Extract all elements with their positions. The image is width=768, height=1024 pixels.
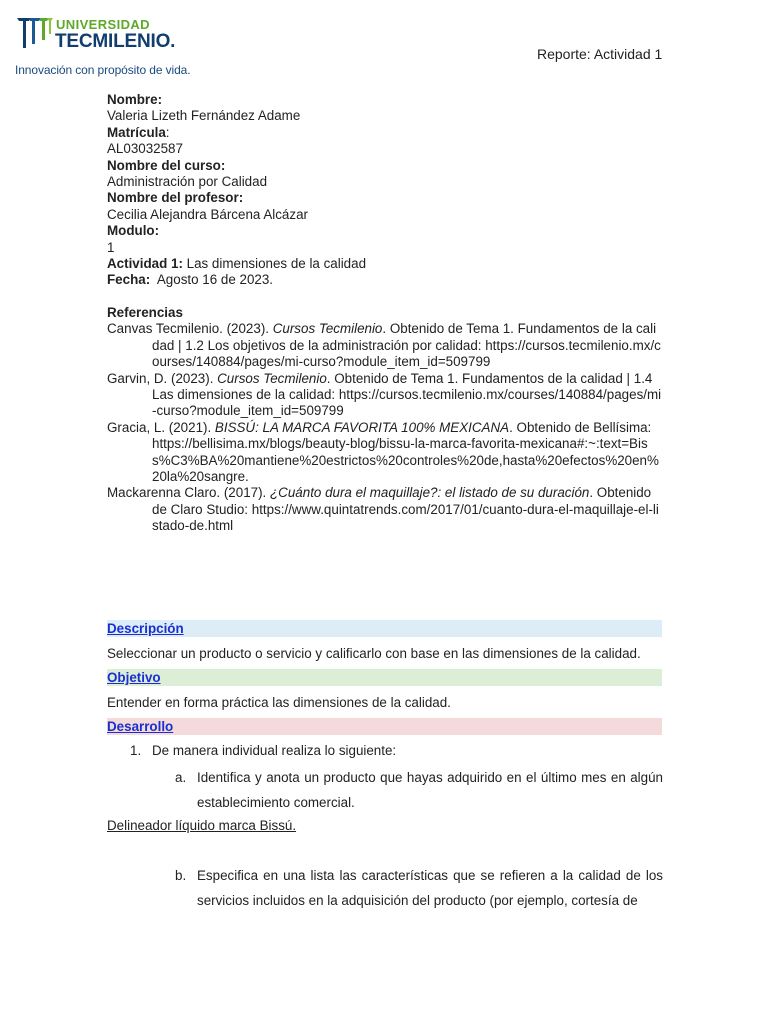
logo-university-text: UNIVERSIDAD xyxy=(56,17,150,32)
activity-row xyxy=(107,256,662,272)
course-name: Administración por Calidad xyxy=(107,174,268,190)
date-value: Agosto 16 de 2023. xyxy=(150,272,274,288)
reference-source: . Obtenido de Bellísima: https://bellisima.mx/blogs/beauty-blog/bissu-la-marca-favorita-mexicana#:~:text=Biss%C3%BA%20mantiene%20estrictos%20controles%20de,hasta%20efectos%20en%20la%20sangre. xyxy=(152,419,659,484)
tecmilenio-logo-mark-icon xyxy=(15,14,55,54)
module-number: 1 xyxy=(107,239,115,255)
step-1 xyxy=(130,743,396,759)
reference-author: Garvin, D. (2023). xyxy=(107,370,218,386)
course-label: Nombre del curso: xyxy=(107,157,226,173)
id-colon: : xyxy=(165,124,170,140)
reference-title: Cursos Tecmilenio xyxy=(272,321,383,337)
step-1-text: De manera individual realiza lo siguiente: xyxy=(152,743,397,758)
activity-title: Las dimensiones de la calidad xyxy=(182,256,367,272)
name-label: Nombre: xyxy=(107,92,163,107)
step-b-text: Especifica en una lista las características que se refieren a la calidad de los servicios incluidos en la adquisición del producto (por ejemplo, cortesía de xyxy=(197,868,663,908)
references-heading: Referencias xyxy=(107,304,183,320)
module-label: Modulo: xyxy=(107,223,160,239)
student-name: Valeria Lizeth Fernández Adame xyxy=(107,108,301,124)
answer-a: Delineador líquido marca Bissú. xyxy=(107,818,297,833)
description-text: Seleccionar un producto o servicio y calificarlo con base en las dimensiones de la calidad. xyxy=(107,646,641,661)
id-row xyxy=(107,125,662,141)
reference-author: Gracia, L. (2021). xyxy=(107,419,215,435)
development-heading-link[interactable]: Desarrollo xyxy=(107,719,174,734)
reference-source: . Obtenido de Tema 1. Fundamentos de la calidad | 1.4 Las dimensiones de la calidad: https://cursos.tecmilenio.mx/courses/140884/pages/mi-curso?module_item_id=509799 xyxy=(152,370,662,419)
reference-item xyxy=(107,371,662,420)
reference-source: . Obtenido de Tema 1. Fundamentos de la calidad | 1.2 Los objetivos de la administración por calidad: https://cursos.tecmilenio.mx/courses/140884/pages/mi-curso?module_item_id=509799 xyxy=(152,321,661,370)
logo-name-text: TECMILENIO. xyxy=(55,31,176,52)
report-title: Reporte: Actividad 1 xyxy=(537,46,663,62)
reference-source: . Obtenido de Claro Studio: https://www.quintatrends.com/2017/01/cuanto-dura-el-maquillaje-el-listado-de.html xyxy=(152,485,659,534)
reference-title: ¿Cuánto dura el maquillaje?: el listado de su duración xyxy=(270,485,590,501)
reference-title: Cursos Tecmilenio xyxy=(217,370,327,386)
reference-author: Mackarenna Claro. (2017). xyxy=(107,485,270,501)
description-section-header xyxy=(107,620,662,637)
activity-label: Actividad 1: xyxy=(107,256,183,272)
objective-section-header xyxy=(107,669,662,686)
step-1-number: 1. xyxy=(130,743,142,758)
step-a-letter: a. xyxy=(175,770,187,785)
student-id: AL03032587 xyxy=(107,141,183,157)
date-label: Fecha: xyxy=(107,272,151,288)
tecmilenio-logo xyxy=(15,14,205,80)
development-section-header xyxy=(107,718,662,735)
objective-heading-link[interactable]: Objetivo xyxy=(107,670,161,685)
objective-text: Entender en forma práctica las dimensiones de la calidad. xyxy=(107,695,451,710)
logo-tagline: Innovación con propósito de vida. xyxy=(15,63,191,77)
step-b-letter: b. xyxy=(175,868,187,883)
reference-title: BISSÚ: LA MARCA FAVORITA 100% MEXICANA xyxy=(214,419,510,435)
id-label: Matrícula xyxy=(107,124,166,140)
reference-item xyxy=(107,420,662,486)
date-row xyxy=(107,272,662,288)
reference-item xyxy=(107,485,662,534)
description-heading-link[interactable]: Descripción xyxy=(107,621,184,636)
professor-name: Cecilia Alejandra Bárcena Alcázar xyxy=(107,206,308,222)
step-a-text: Identifica y anota un producto que hayas adquirido en el último mes en algún establecimiento comercial. xyxy=(197,770,663,810)
reference-item xyxy=(107,321,662,370)
step-b xyxy=(175,863,663,913)
professor-label: Nombre del profesor: xyxy=(107,190,244,206)
student-info xyxy=(107,92,662,535)
reference-author: Canvas Tecmilenio. (2023). xyxy=(107,321,273,337)
step-a xyxy=(175,765,663,815)
